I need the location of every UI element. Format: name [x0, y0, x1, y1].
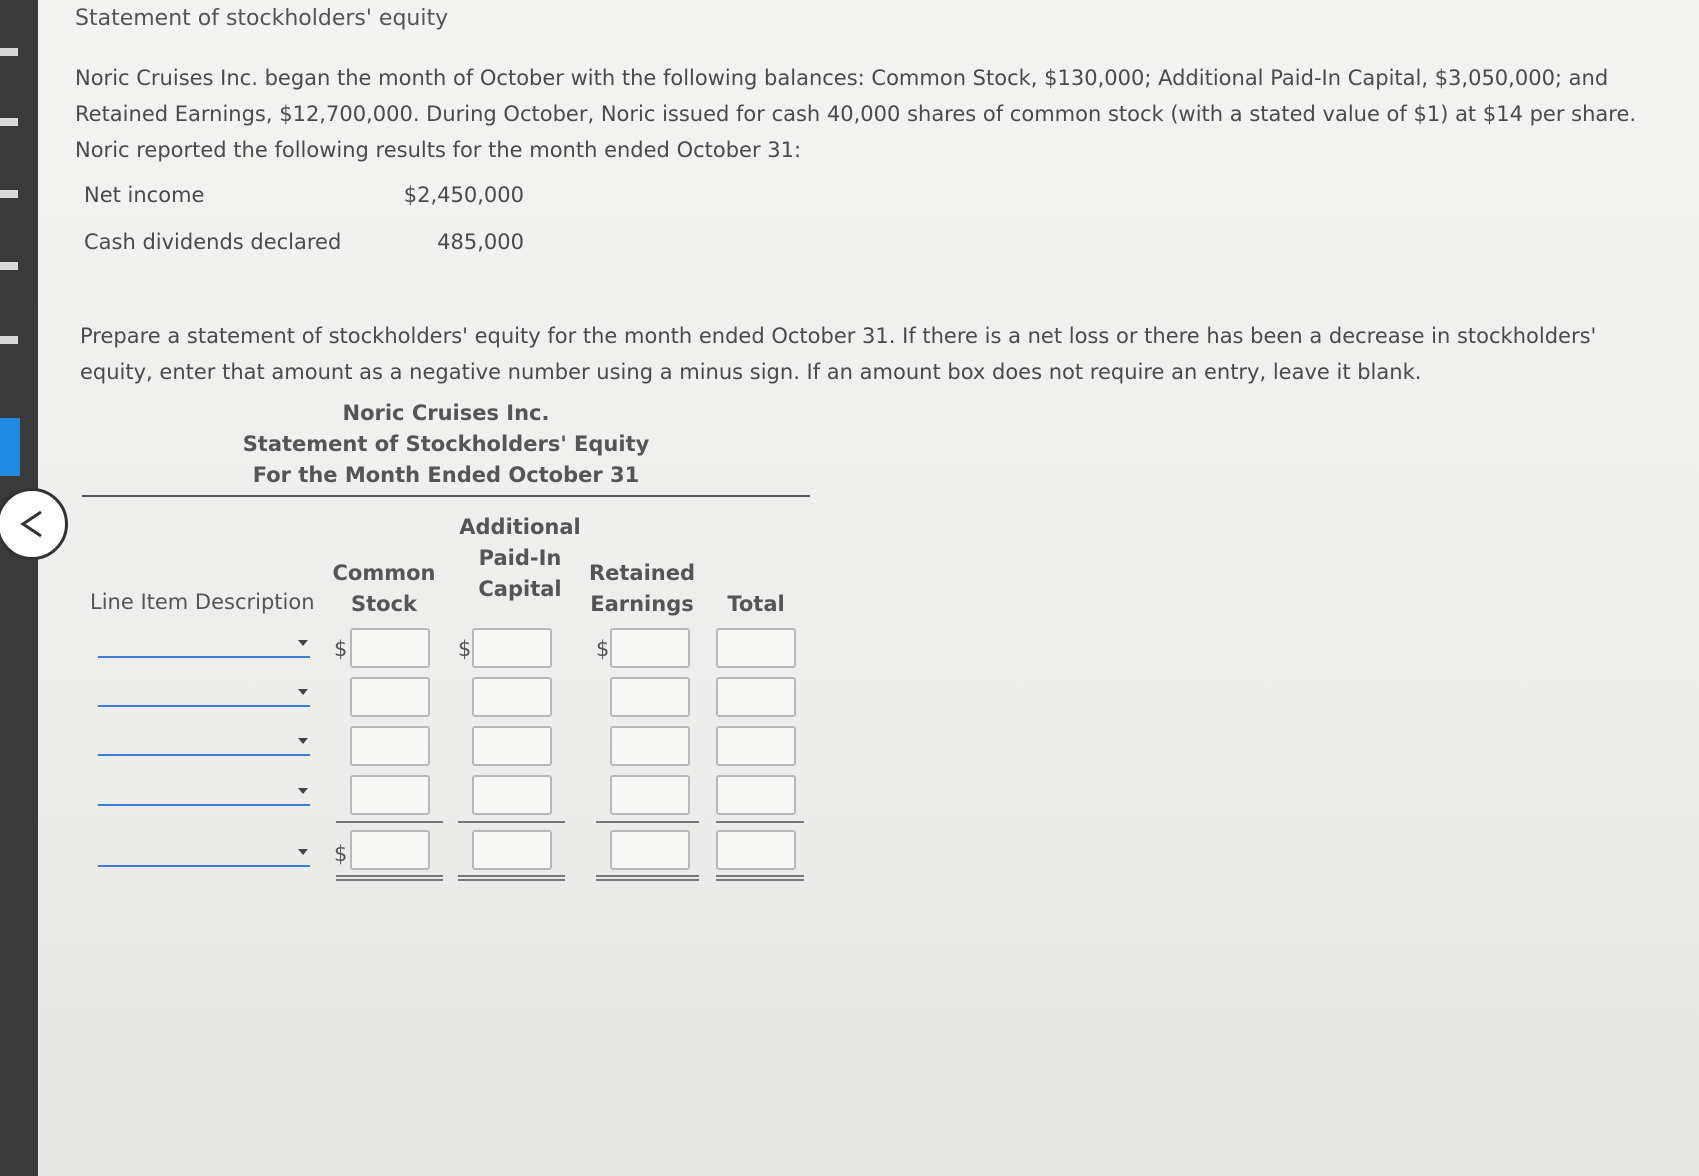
strip-tick: [0, 118, 18, 126]
header-line: Retained: [588, 561, 696, 585]
dropdown-arrow-icon: [298, 640, 308, 646]
common-stock-input[interactable]: [350, 628, 430, 668]
dropdown-arrow-icon: [298, 849, 308, 855]
retained-earnings-input[interactable]: [610, 726, 690, 766]
given-label: Net income: [84, 183, 205, 207]
apic-input[interactable]: [472, 830, 552, 870]
statement-heading: [82, 398, 810, 497]
dropdown-arrow-icon: [298, 788, 308, 794]
strip-tick: [0, 262, 18, 270]
problem-intro: Noric Cruises Inc. began the month of October with the following balances: Common Stock, $130,000; Additional Paid-In Capital, $3,050,000; and Retained Earnings, $12,700,000. During October, Noric issued for cash 40,000 shares of common stock (with a stated value of $1) at $14 per share. Noric reported the following results for the month ended October 31:: [75, 66, 1637, 162]
retained-earnings-input[interactable]: [610, 830, 690, 870]
header-line: Capital: [478, 577, 562, 601]
dollar-sign: $: [334, 842, 348, 866]
total-double-rule: [458, 875, 565, 881]
line-item-dropdown[interactable]: [98, 636, 310, 658]
header-line: Earnings: [590, 592, 694, 616]
column-header-apic: [455, 512, 585, 605]
header-line: Stock: [350, 592, 417, 616]
total-double-rule: [716, 875, 804, 881]
header-line: Paid-In: [478, 546, 562, 570]
subtotal-rule: [336, 821, 443, 823]
header-line: Additional: [459, 515, 581, 539]
strip-active-marker: [0, 418, 20, 476]
given-row: [84, 230, 524, 277]
strip-tick: [0, 48, 18, 56]
apic-input[interactable]: [472, 775, 552, 815]
instructions: Prepare a statement of stockholders' equity for the month ended October 31. If there is a net loss or there has been a decrease in stockholders' equity, enter that amount as a negative number using a minus sign. If an amount box does not require an entry, leave it blank.: [80, 324, 1597, 384]
common-stock-input[interactable]: [350, 775, 430, 815]
dollar-sign: $: [596, 637, 610, 661]
total-double-rule: [336, 875, 443, 881]
common-stock-input[interactable]: [350, 726, 430, 766]
given-label: Cash dividends declared: [84, 230, 342, 254]
total-input[interactable]: [716, 775, 796, 815]
dollar-sign: $: [458, 637, 472, 661]
line-item-dropdown[interactable]: [98, 845, 310, 867]
total-input[interactable]: [716, 677, 796, 717]
dropdown-arrow-icon: [298, 689, 308, 695]
line-item-dropdown[interactable]: [98, 784, 310, 806]
left-sidebar-strip: [0, 0, 38, 1176]
chevron-left-icon: [15, 507, 49, 541]
column-header-retained-earnings: [586, 558, 698, 620]
subtotal-rule: [458, 821, 565, 823]
company-name: Noric Cruises Inc.: [342, 401, 550, 425]
given-row: [84, 183, 524, 230]
subtotal-rule: [596, 821, 699, 823]
given-value: 485,000: [437, 230, 524, 254]
back-button[interactable]: [0, 488, 68, 560]
apic-input[interactable]: [472, 677, 552, 717]
column-header-description: Line Item Description: [90, 590, 315, 614]
total-input[interactable]: [716, 726, 796, 766]
line-item-dropdown[interactable]: [98, 734, 310, 756]
dollar-sign: $: [334, 637, 348, 661]
apic-input[interactable]: [472, 628, 552, 668]
dropdown-arrow-icon: [298, 738, 308, 744]
strip-tick: [0, 336, 18, 344]
total-input[interactable]: [716, 628, 796, 668]
apic-input[interactable]: [472, 726, 552, 766]
retained-earnings-input[interactable]: [610, 775, 690, 815]
header-line: Common: [332, 561, 436, 585]
total-input[interactable]: [716, 830, 796, 870]
page-title: Statement of stockholders' equity: [75, 6, 449, 31]
retained-earnings-input[interactable]: [610, 628, 690, 668]
given-value: $2,450,000: [403, 183, 524, 207]
common-stock-input[interactable]: [350, 830, 430, 870]
subtotal-rule: [716, 821, 804, 823]
total-double-rule: [596, 875, 699, 881]
statement-title: Statement of Stockholders' Equity: [242, 432, 650, 456]
statement-period: For the Month Ended October 31: [252, 463, 640, 487]
strip-tick: [0, 190, 18, 198]
column-header-total: Total: [727, 592, 785, 616]
given-data-table: [84, 183, 524, 277]
column-header-common-stock: [328, 558, 440, 620]
common-stock-input[interactable]: [350, 677, 430, 717]
line-item-dropdown[interactable]: [98, 685, 310, 707]
retained-earnings-input[interactable]: [610, 677, 690, 717]
